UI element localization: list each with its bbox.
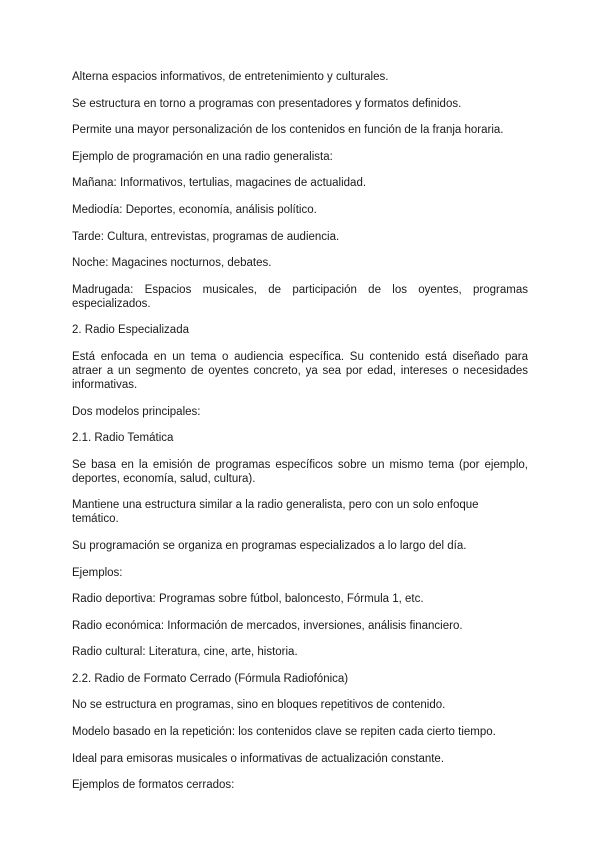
paragraph: Mantiene una estructura similar a la radio generalista, pero con un solo enfoque temático. <box>72 499 479 526</box>
paragraph: Ideal para emisoras musicales o informativas de actualización constante. <box>72 752 445 765</box>
paragraph: Tarde: Cultura, entrevistas, programas de audiencia. <box>72 230 340 243</box>
paragraph: Radio deportiva: Programas sobre fútbol, baloncesto, Fórmula 1, etc. <box>72 593 424 606</box>
subsection-heading: 2.1. Radio Temática <box>72 432 174 445</box>
paragraph: Modelo basado en la repetición: los contenidos clave se repiten cada cierto tiempo. <box>72 726 496 739</box>
paragraph: Radio económica: Información de mercados, inversiones, análisis financiero. <box>72 619 463 632</box>
paragraph: Su programación se organiza en programas especializados a lo largo del día. <box>72 539 467 552</box>
paragraph: Mañana: Informativos, tertulias, magacines de actualidad. <box>72 177 367 190</box>
paragraph: Noche: Magacines nocturnos, debates. <box>72 257 272 270</box>
paragraph: Ejemplos de formatos cerrados: <box>72 779 235 792</box>
paragraph: Se basa en la emisión de programas específicos sobre un mismo tema (por ejemplo, deportes, economía, salud, cultura). <box>72 458 528 485</box>
document-body <box>72 70 528 805</box>
paragraph: Está enfocada en un tema o audiencia específica. Su contenido está diseñado para atraer a un segmento de oyentes concreto, ya sea por edad, intereses o necesidades informativas. <box>72 350 528 391</box>
paragraph: Ejemplo de programación en una radio generalista: <box>72 150 333 163</box>
section-heading: 2. Radio Especializada <box>72 324 189 337</box>
paragraph: Alterna espacios informativos, de entretenimiento y culturales. <box>72 71 389 83</box>
paragraph: Mediodía: Deportes, economía, análisis político. <box>72 203 317 216</box>
paragraph: Dos modelos principales: <box>72 405 201 418</box>
paragraph: Madrugada: Espacios musicales, de participación de los oyentes, programas especializados. <box>72 283 528 310</box>
paragraph: Ejemplos: <box>72 566 123 579</box>
paragraph: Se estructura en torno a programas con presentadores y formatos definidos. <box>72 97 462 110</box>
subsection-heading: 2.2. Radio de Formato Cerrado (Fórmula Radiofónica) <box>72 672 349 685</box>
paragraph: Permite una mayor personalización de los contenidos en función de la franja horaria. <box>72 124 504 137</box>
paragraph: No se estructura en programas, sino en bloques repetitivos de contenido. <box>72 699 446 712</box>
paragraph: Radio cultural: Literatura, cine, arte, historia. <box>72 646 298 659</box>
